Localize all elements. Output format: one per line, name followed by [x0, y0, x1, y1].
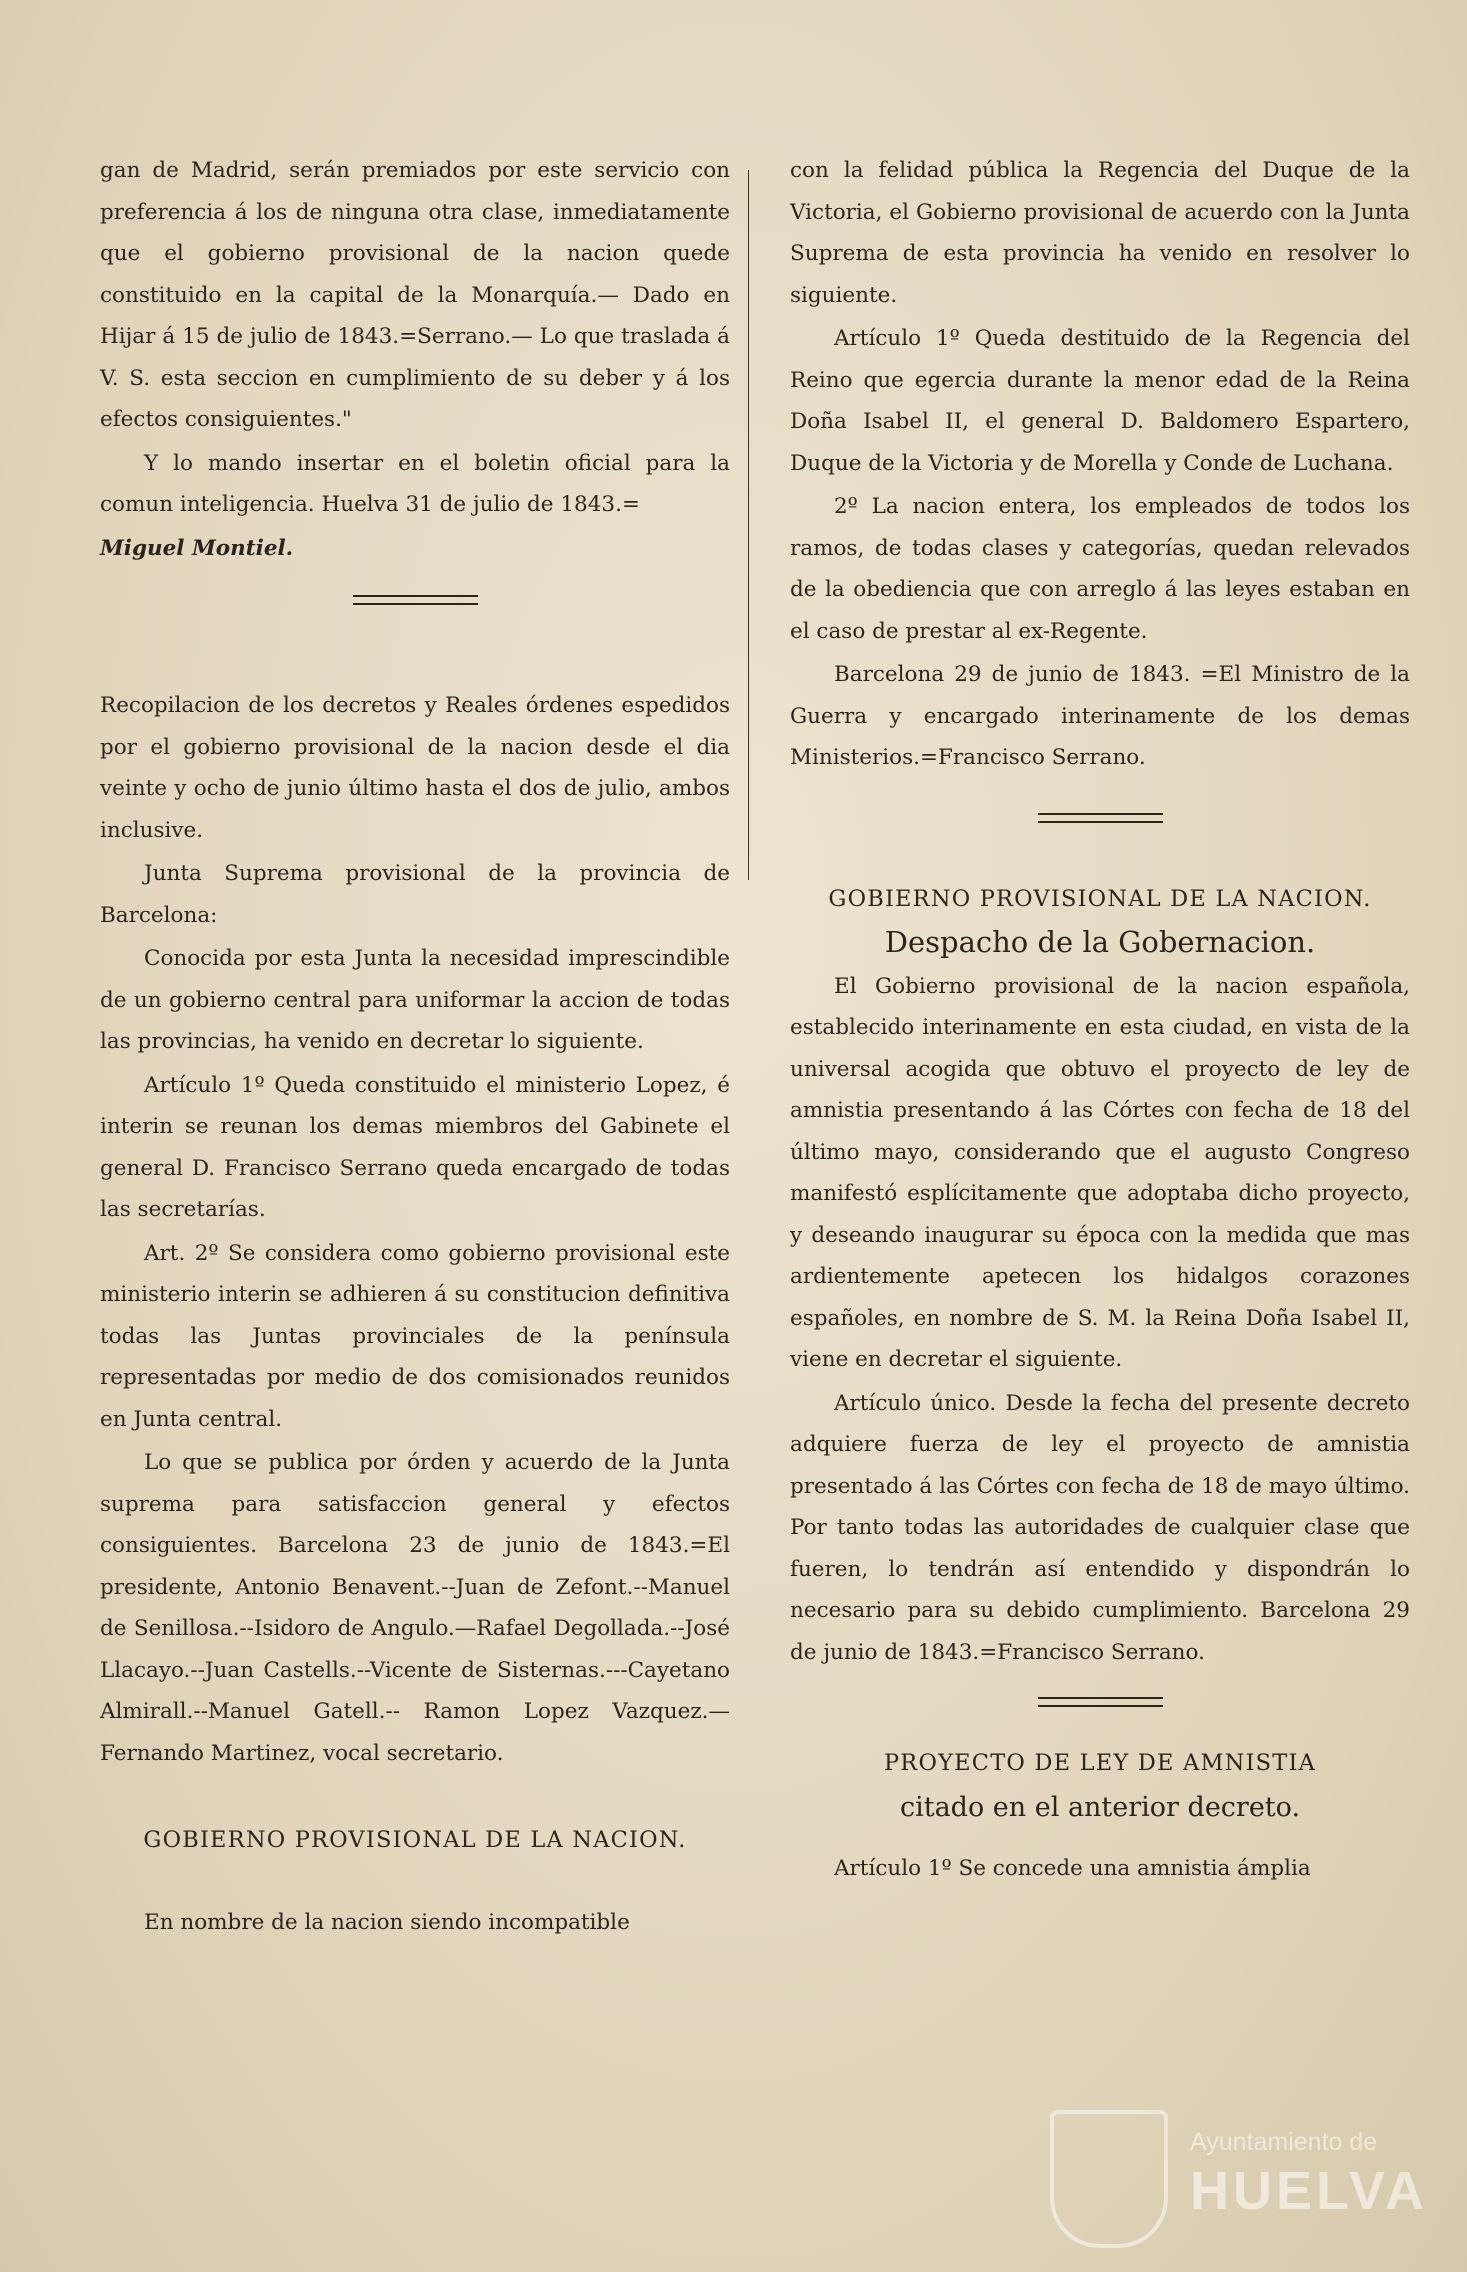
- right-paragraph-4: Barcelona 29 de junio de 1843. =El Ministro de la Guerra y encargado interinamente de los demas Ministerios.=Francisco Serrano.: [790, 662, 1410, 770]
- section-divider-rule: [1038, 813, 1163, 823]
- right-paragraph-6: Artículo único. Desde la fecha del presente decreto adquiere fuerza de ley el proyecto de amnistia presentado á las Córtes con fecha de 18 de mayo último. Por tanto todas las autoridades de cualquier clase que fueren, lo tendrán así entendido y dispondrán lo necesario para su debido cumplimiento. Barcelona 29 de junio de 1843.=Francisco Serrano.: [790, 1390, 1410, 1665]
- section-divider-rule: [1038, 1697, 1163, 1707]
- right-column: [790, 150, 1410, 1892]
- watermark-line-1: Ayuntamiento de: [1190, 2128, 1378, 2156]
- left-column: [100, 150, 730, 1945]
- left-paragraph-9: En nombre de la nacion siendo incompatible: [144, 1909, 630, 1935]
- left-paragraph-7: Art. 2º Se considera como gobierno provisional este ministerio interin se adhieren á su constitucion definitiva todas las Juntas provinciales de la península representadas por medio de dos comisionados reunidos en Junta central.: [100, 1240, 730, 1432]
- right-heading-gobierno: GOBIERNO PROVISIONAL DE LA NACION.: [828, 885, 1372, 912]
- left-paragraph-3: Recopilacion de los decretos y Reales órdenes espedidos por el gobierno provisional de la nacion desde el dia veinte y ocho de junio último hasta el dos de julio, ambos inclusive.: [100, 693, 730, 843]
- ayuntamiento-watermark: [1050, 2100, 1428, 2250]
- right-paragraph-5: El Gobierno provisional de la nacion española, establecido interinamente en esta ciudad, en vista de la universal acogida que obtuvo el proyecto de ley de amnistia presentando á las Córtes con fecha de 18 del último mayo, considerando que el augusto Congreso manifestó esplícitamente que adoptaba dicho proyecto, y deseando inaugurar su época con la medida que mas ardientemente apetecen los hidalgos corazones españoles, en nombre de S. M. la Reina Doña Isabel II, viene en decretar el siguiente.: [790, 973, 1410, 1372]
- signature-montiel: Miguel Montiel.: [100, 535, 294, 561]
- right-paragraph-7: Artículo 1º Se concede una amnistia ámplia: [834, 1856, 1311, 1881]
- left-heading-gobierno: GOBIERNO PROVISIONAL DE LA NACION.: [143, 1827, 687, 1853]
- coat-of-arms-icon: [1050, 2110, 1168, 2248]
- left-paragraph-5: Conocida por esta Junta la necesidad imprescindible de un gobierno central para uniformar la accion de todas las provincias, ha venido en decretar lo siguiente.: [100, 946, 730, 1054]
- left-paragraph-8: Lo que se publica por órden y acuerdo de la Junta suprema para satisfaccion general y efectos consiguientes. Barcelona 23 de junio de 1843.=El presidente, Antonio Benavent.--Juan de Zefont.--Manuel de Senillosa.--Isidoro de Angulo.—Rafael Degollada.--José Llacayo.--Juan Castells.--Vicente de Sisternas.---Cayetano Almirall.--Manuel Gatell.-- Ramon Lopez Vazquez.—Fernando Martinez, vocal secretario.: [100, 1450, 730, 1766]
- right-heading-proyecto: PROYECTO DE LEY DE AMNISTIA: [883, 1750, 1317, 1776]
- right-paragraph-1: con la felidad pública la Regencia del Duque de la Victoria, el Gobierno provisional de acuerdo con la Junta Suprema de esta provincia ha venido en resolver lo siguiente.: [790, 158, 1410, 308]
- left-paragraph-1: gan de Madrid, serán premiados por este servicio con preferencia á los de ninguna otra clase, inmediatamente que el gobierno provisional de la nacion quede constituido en la capital de la Monarquía.— Dado en Hijar á 15 de julio de 1843.=Serrano.— Lo que traslada á V. S. esta seccion en cumplimiento de su deber y á los efectos consiguientes.": [100, 158, 730, 432]
- left-paragraph-2: Y lo mando insertar en el boletin oficial para la comun inteligencia. Huelva 31 de julio de 1843.=: [100, 450, 730, 517]
- left-paragraph-4: Junta Suprema provisional de la provincia de Barcelona:: [100, 861, 730, 928]
- right-paragraph-3: 2º La nacion entera, los empleados de todos los ramos, de todas clases y categorías, quedan relevados de la obediencia que con arreglo á las leyes estaban en el caso de prestar al ex-Regente.: [790, 494, 1410, 644]
- section-divider-rule: [353, 595, 478, 605]
- left-paragraph-6: Artículo 1º Queda constituido el ministerio Lopez, é interin se reunan los demas miembros del Gabinete el general D. Francisco Serrano queda encargado de todas las secretarías.: [100, 1072, 730, 1222]
- watermark-line-2: HUELVA: [1190, 2161, 1428, 2221]
- right-subheading-citado: citado en el anterior decreto.: [899, 1791, 1301, 1823]
- right-paragraph-2: Artículo 1º Queda destituido de la Regencia del Reino que egercia durante la menor edad de la Reina Doña Isabel II, el general D. Baldomero Espartero, Duque de la Victoria y de Morella y Conde de Luchana.: [790, 326, 1410, 476]
- right-subheading-gobernacion: Despacho de la Gobernacion.: [884, 925, 1316, 959]
- column-divider: [748, 170, 749, 880]
